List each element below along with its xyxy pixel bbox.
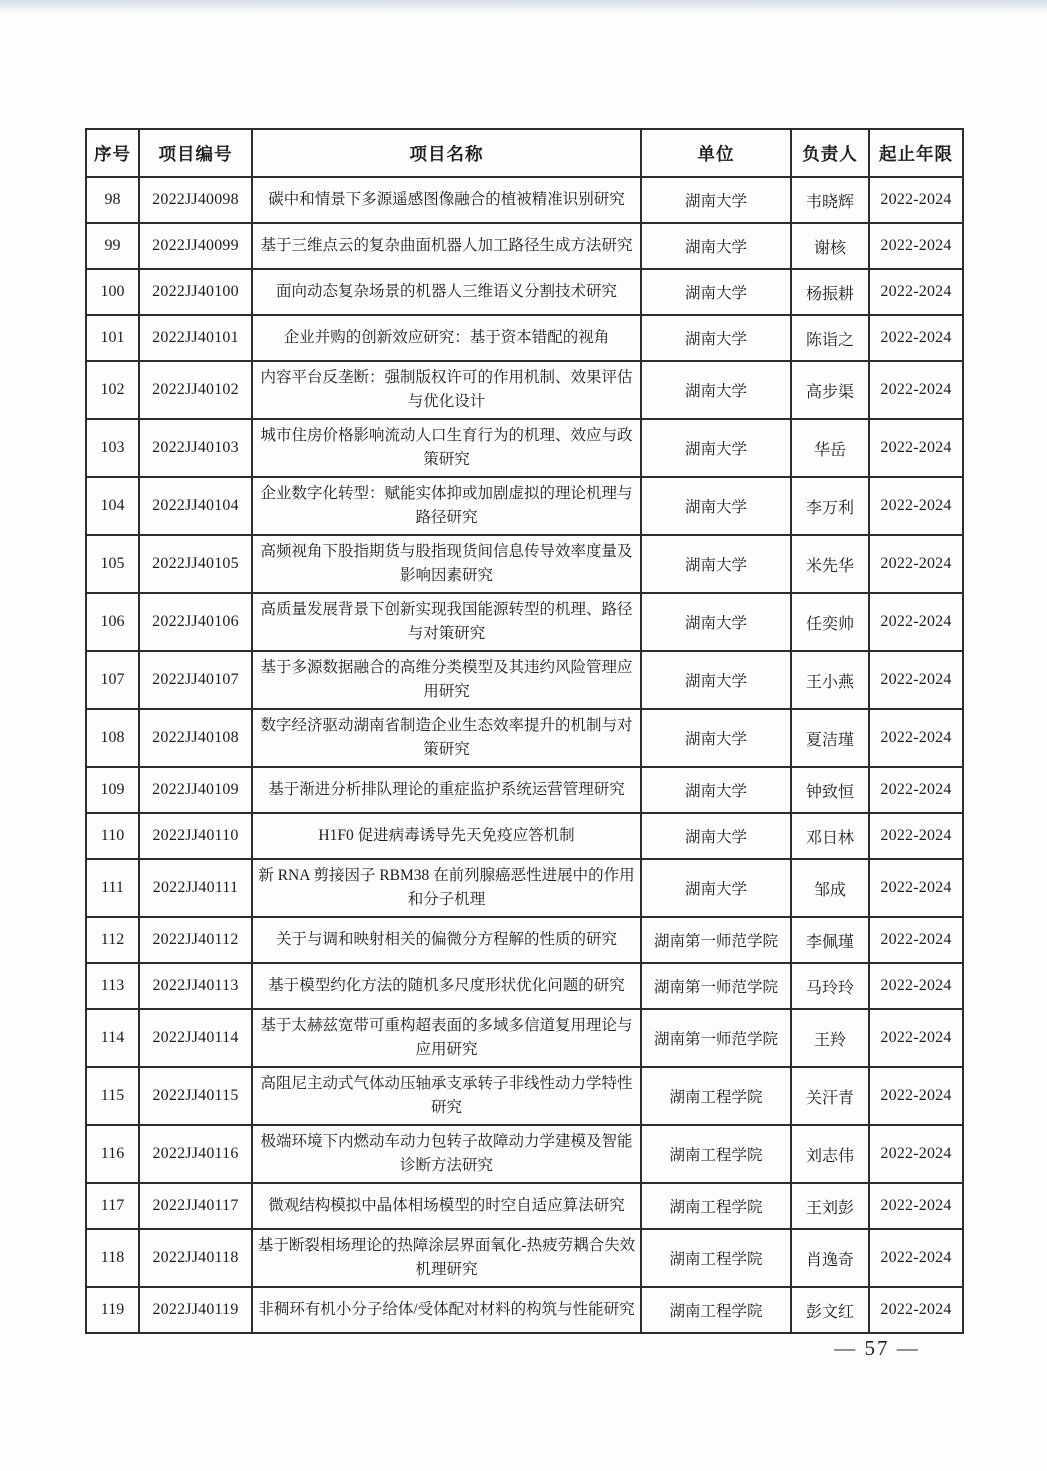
cell-years: 2022-2024 (869, 1009, 963, 1067)
cell-serial-number: 99 (86, 223, 139, 269)
table-row (86, 813, 963, 859)
table-row (86, 1009, 963, 1067)
header-row (86, 129, 963, 177)
cell-project-code: 2022JJ40100 (139, 269, 252, 315)
table-row (86, 859, 963, 917)
cell-project-name: 碳中和情景下多源遥感图像融合的植被精准识别研究 (252, 177, 641, 223)
cell-project-name: 微观结构模拟中晶体相场模型的时空自适应算法研究 (252, 1183, 641, 1229)
cell-years: 2022-2024 (869, 1229, 963, 1287)
cell-project-name: 城市住房价格影响流动人口生育行为的机理、效应与政策研究 (252, 419, 641, 477)
cell-project-name: 基于太赫兹宽带可重构超表面的多域多信道复用理论与应用研究 (252, 1009, 641, 1067)
table-row (86, 361, 963, 419)
cell-project-code: 2022JJ40102 (139, 361, 252, 419)
cell-leader: 夏洁瑾 (791, 709, 869, 767)
cell-serial-number: 106 (86, 593, 139, 651)
cell-years: 2022-2024 (869, 535, 963, 593)
cell-project-code: 2022JJ40105 (139, 535, 252, 593)
cell-leader: 钟致恒 (791, 767, 869, 813)
table-row (86, 1067, 963, 1125)
cell-serial-number: 113 (86, 963, 139, 1009)
cell-leader: 米先华 (791, 535, 869, 593)
cell-leader: 王刘彭 (791, 1183, 869, 1229)
cell-leader: 刘志伟 (791, 1125, 869, 1183)
cell-project-name: 高质量发展背景下创新实现我国能源转型的机理、路径与对策研究 (252, 593, 641, 651)
table-row (86, 593, 963, 651)
cell-years: 2022-2024 (869, 1125, 963, 1183)
cell-serial-number: 114 (86, 1009, 139, 1067)
cell-leader: 杨振耕 (791, 269, 869, 315)
table-row (86, 177, 963, 223)
cell-unit: 湖南第一师范学院 (641, 917, 791, 963)
cell-years: 2022-2024 (869, 269, 963, 315)
cell-leader: 任奕帅 (791, 593, 869, 651)
cell-project-name: 基于三维点云的复杂曲面机器人加工路径生成方法研究 (252, 223, 641, 269)
cell-leader: 李佩瑾 (791, 917, 869, 963)
cell-unit: 湖南工程学院 (641, 1229, 791, 1287)
cell-project-name: 内容平台反垄断：强制版权许可的作用机制、效果评估与优化设计 (252, 361, 641, 419)
cell-project-name: 数字经济驱动湖南省制造企业生态效率提升的机制与对策研究 (252, 709, 641, 767)
cell-project-code: 2022JJ40114 (139, 1009, 252, 1067)
cell-unit: 湖南工程学院 (641, 1125, 791, 1183)
cell-project-code: 2022JJ40115 (139, 1067, 252, 1125)
project-list-table (85, 128, 964, 1334)
cell-unit: 湖南大学 (641, 859, 791, 917)
cell-leader: 李万利 (791, 477, 869, 535)
table-row (86, 767, 963, 813)
cell-years: 2022-2024 (869, 593, 963, 651)
cell-serial-number: 107 (86, 651, 139, 709)
cell-unit: 湖南大学 (641, 535, 791, 593)
cell-years: 2022-2024 (869, 223, 963, 269)
column-header-unit: 单位 (641, 129, 791, 177)
table-row (86, 709, 963, 767)
cell-project-name: 非稠环有机小分子给体/受体配对材料的构筑与性能研究 (252, 1287, 641, 1333)
cell-serial-number: 109 (86, 767, 139, 813)
cell-project-code: 2022JJ40107 (139, 651, 252, 709)
table-row (86, 917, 963, 963)
cell-project-name: 基于多源数据融合的高维分类模型及其违约风险管理应用研究 (252, 651, 641, 709)
table-row (86, 223, 963, 269)
cell-project-code: 2022JJ40110 (139, 813, 252, 859)
cell-unit: 湖南大学 (641, 767, 791, 813)
cell-serial-number: 110 (86, 813, 139, 859)
cell-unit: 湖南第一师范学院 (641, 963, 791, 1009)
cell-years: 2022-2024 (869, 477, 963, 535)
cell-project-code: 2022JJ40118 (139, 1229, 252, 1287)
cell-unit: 湖南大学 (641, 419, 791, 477)
cell-project-code: 2022JJ40111 (139, 859, 252, 917)
cell-project-name: 面向动态复杂场景的机器人三维语义分割技术研究 (252, 269, 641, 315)
table-header (86, 129, 963, 177)
cell-leader: 彭文红 (791, 1287, 869, 1333)
cell-project-name: 企业并购的创新效应研究：基于资本错配的视角 (252, 315, 641, 361)
table-row (86, 419, 963, 477)
cell-project-code: 2022JJ40099 (139, 223, 252, 269)
cell-unit: 湖南大学 (641, 477, 791, 535)
cell-project-name: 新 RNA 剪接因子 RBM38 在前列腺癌恶性进展中的作用和分子机理 (252, 859, 641, 917)
cell-leader: 邹成 (791, 859, 869, 917)
cell-project-code: 2022JJ40106 (139, 593, 252, 651)
cell-unit: 湖南工程学院 (641, 1067, 791, 1125)
cell-unit: 湖南大学 (641, 593, 791, 651)
table-row (86, 651, 963, 709)
cell-leader: 王小燕 (791, 651, 869, 709)
cell-leader: 韦晓辉 (791, 177, 869, 223)
cell-project-name: 基于模型约化方法的随机多尺度形状优化问题的研究 (252, 963, 641, 1009)
cell-serial-number: 116 (86, 1125, 139, 1183)
cell-unit: 湖南大学 (641, 315, 791, 361)
cell-unit: 湖南大学 (641, 361, 791, 419)
cell-leader: 邓日林 (791, 813, 869, 859)
cell-project-name: 企业数字化转型：赋能实体抑或加剧虚拟的理论机理与路径研究 (252, 477, 641, 535)
cell-serial-number: 118 (86, 1229, 139, 1287)
cell-leader: 谢核 (791, 223, 869, 269)
cell-serial-number: 117 (86, 1183, 139, 1229)
table-row (86, 1183, 963, 1229)
cell-years: 2022-2024 (869, 767, 963, 813)
cell-serial-number: 100 (86, 269, 139, 315)
column-header-name: 项目名称 (252, 129, 641, 177)
cell-project-code: 2022JJ40112 (139, 917, 252, 963)
cell-project-code: 2022JJ40103 (139, 419, 252, 477)
cell-leader: 王羚 (791, 1009, 869, 1067)
table-row (86, 477, 963, 535)
cell-serial-number: 111 (86, 859, 139, 917)
table-row (86, 963, 963, 1009)
table-row (86, 315, 963, 361)
cell-leader: 高步渠 (791, 361, 869, 419)
cell-serial-number: 103 (86, 419, 139, 477)
cell-serial-number: 112 (86, 917, 139, 963)
cell-serial-number: 98 (86, 177, 139, 223)
page-number: — 57 — (834, 1336, 920, 1360)
cell-unit: 湖南大学 (641, 813, 791, 859)
cell-years: 2022-2024 (869, 419, 963, 477)
table-body (86, 177, 963, 1333)
cell-project-code: 2022JJ40117 (139, 1183, 252, 1229)
table-row (86, 269, 963, 315)
cell-project-name: 基于断裂相场理论的热障涂层界面氧化-热疲劳耦合失效机理研究 (252, 1229, 641, 1287)
table-row (86, 535, 963, 593)
cell-unit: 湖南大学 (641, 223, 791, 269)
cell-years: 2022-2024 (869, 813, 963, 859)
cell-unit: 湖南大学 (641, 651, 791, 709)
cell-unit: 湖南工程学院 (641, 1287, 791, 1333)
cell-leader: 关汗青 (791, 1067, 869, 1125)
cell-years: 2022-2024 (869, 859, 963, 917)
cell-leader: 肖逸奇 (791, 1229, 869, 1287)
table-row (86, 1229, 963, 1287)
cell-project-name: 高频视角下股指期货与股指现货间信息传导效率度量及影响因素研究 (252, 535, 641, 593)
cell-project-code: 2022JJ40098 (139, 177, 252, 223)
cell-years: 2022-2024 (869, 1067, 963, 1125)
column-header-no: 序号 (86, 129, 139, 177)
cell-project-name: 极端环境下内燃动车动力包转子故障动力学建模及智能诊断方法研究 (252, 1125, 641, 1183)
cell-project-name: 基于渐进分析排队理论的重症监护系统运营管理研究 (252, 767, 641, 813)
cell-serial-number: 119 (86, 1287, 139, 1333)
cell-serial-number: 105 (86, 535, 139, 593)
cell-serial-number: 102 (86, 361, 139, 419)
column-header-years: 起止年限 (869, 129, 963, 177)
scan-artifact-top-edge (0, 0, 1047, 14)
cell-project-code: 2022JJ40108 (139, 709, 252, 767)
cell-leader: 马玲玲 (791, 963, 869, 1009)
cell-project-code: 2022JJ40113 (139, 963, 252, 1009)
cell-serial-number: 108 (86, 709, 139, 767)
table-row (86, 1287, 963, 1333)
column-header-code: 项目编号 (139, 129, 252, 177)
cell-project-code: 2022JJ40119 (139, 1287, 252, 1333)
cell-years: 2022-2024 (869, 651, 963, 709)
cell-project-name: H1F0 促进病毒诱导先天免疫应答机制 (252, 813, 641, 859)
cell-project-name: 关于与调和映射相关的偏微分方程解的性质的研究 (252, 917, 641, 963)
column-header-leader: 负责人 (791, 129, 869, 177)
cell-serial-number: 104 (86, 477, 139, 535)
cell-unit: 湖南大学 (641, 177, 791, 223)
cell-years: 2022-2024 (869, 177, 963, 223)
cell-project-code: 2022JJ40104 (139, 477, 252, 535)
cell-years: 2022-2024 (869, 315, 963, 361)
cell-leader: 陈诣之 (791, 315, 869, 361)
cell-serial-number: 101 (86, 315, 139, 361)
cell-project-name: 高阻尼主动式气体动压轴承支承转子非线性动力学特性研究 (252, 1067, 641, 1125)
cell-project-code: 2022JJ40116 (139, 1125, 252, 1183)
table-row (86, 1125, 963, 1183)
cell-unit: 湖南大学 (641, 269, 791, 315)
cell-unit: 湖南第一师范学院 (641, 1009, 791, 1067)
cell-years: 2022-2024 (869, 361, 963, 419)
cell-unit: 湖南大学 (641, 709, 791, 767)
cell-years: 2022-2024 (869, 1287, 963, 1333)
cell-project-code: 2022JJ40101 (139, 315, 252, 361)
cell-leader: 华岳 (791, 419, 869, 477)
cell-serial-number: 115 (86, 1067, 139, 1125)
cell-years: 2022-2024 (869, 963, 963, 1009)
cell-project-code: 2022JJ40109 (139, 767, 252, 813)
cell-years: 2022-2024 (869, 917, 963, 963)
cell-years: 2022-2024 (869, 709, 963, 767)
cell-years: 2022-2024 (869, 1183, 963, 1229)
cell-unit: 湖南工程学院 (641, 1183, 791, 1229)
